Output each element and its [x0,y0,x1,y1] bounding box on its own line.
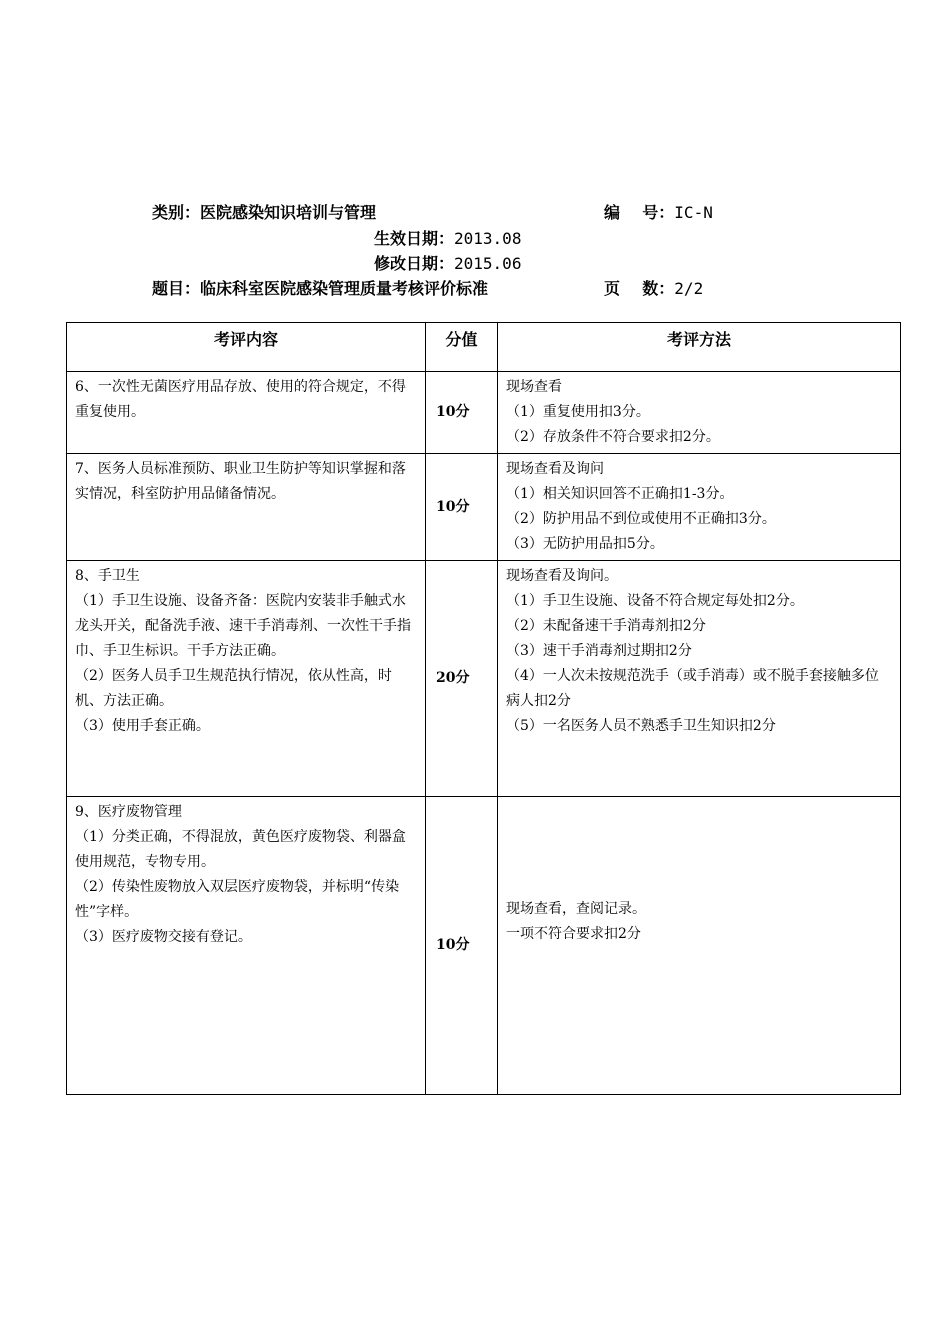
method-cell [498,561,901,797]
criteria-line: （3）医疗废物交接有登记。 [75,929,252,945]
method-cell [498,372,901,454]
col-header-content: 考评内容 [67,323,426,372]
table-row [67,561,901,797]
score-cell: 10分 [426,454,498,561]
page-count-label: 页 数： [604,279,675,298]
method-line: 现场查看，查阅记录。 [506,901,646,917]
table-header-row [67,323,901,372]
method-line: 现场查看 [506,379,562,395]
evaluation-table [66,322,901,1095]
table-row [67,454,901,561]
doc-number-label: 编 号： [604,203,675,222]
criteria-line: 9、医疗废物管理 [75,804,182,820]
doc-number [604,203,713,223]
method-line: （3）无防护用品扣5分。 [506,536,664,552]
criteria-line: （1）手卫生设施、设备齐备：医院内安装非手触式水龙头开关，配备洗手液、速干手消毒剂、一次性干手指巾、手卫生标识。干手方法正确。 [75,593,411,659]
revised-date-label: 修改日期： [374,254,455,273]
criteria-cell [67,454,426,561]
method-line: （4）一人次未按规范洗手（或手消毒）或不脱手套接触多位病人扣2分 [506,668,879,709]
method-line: （2）未配备速干手消毒剂扣2分 [506,618,706,634]
criteria-line: （1）分类正确，不得混放，黄色医疗废物袋、利器盒使用规范，专物专用。 [75,829,406,870]
method-line: （5）一名医务人员不熟悉手卫生知识扣2分 [506,718,776,734]
score-cell: 10分 [426,372,498,454]
score-cell: 10分 [426,797,498,1095]
effective-date [374,229,521,249]
method-line: 现场查看及询问 [506,461,604,477]
doc-category: 类别：医院感染知识培训与管理 [152,203,377,222]
method-line: （1）重复使用扣3分。 [506,404,650,420]
page-count [604,279,703,299]
criteria-cell [67,797,426,1095]
table-row [67,797,901,1095]
effective-date-label: 生效日期： [374,229,455,248]
criteria-cell [67,372,426,454]
doc-subject: 题目：临床科室医院感染管理质量考核评价标准 [152,279,489,298]
page-count-value: 2/2 [674,279,704,298]
criteria-line: 8、手卫生 [75,568,140,584]
criteria-line: （3）使用手套正确。 [75,718,210,734]
effective-date-value: 2013.08 [454,229,522,248]
criteria-line: （2）医务人员手卫生规范执行情况，依从性高，时机、方法正确。 [75,668,392,709]
revised-date-value: 2015.06 [454,254,522,273]
method-line: （2）防护用品不到位或使用不正确扣3分。 [506,511,776,527]
method-cell [498,797,901,1095]
method-line: （2）存放条件不符合要求扣2分。 [506,429,720,445]
col-header-score: 分值 [426,323,498,372]
table-row [67,372,901,454]
criteria-line: （2）传染性废物放入双层医疗废物袋，并标明“传染性”字样。 [75,879,400,920]
method-line: （1）相关知识回答不正确扣1-3分。 [506,486,734,502]
method-line: 一项不符合要求扣2分 [506,926,641,942]
doc-number-value: IC-N [674,203,713,222]
revised-date [374,254,521,274]
criteria-line: 7、医务人员标准预防、职业卫生防护等知识掌握和落实情况，科室防护用品储备情况。 [75,461,406,502]
method-line: （1）手卫生设施、设备不符合规定每处扣2分。 [506,593,804,609]
col-header-method: 考评方法 [498,323,901,372]
method-line: 现场查看及询问。 [506,568,618,584]
score-cell: 20分 [426,561,498,797]
criteria-line: 6、一次性无菌医疗用品存放、使用的符合规定，不得重复使用。 [75,379,406,420]
method-line: （3）速干手消毒剂过期扣2分 [506,643,692,659]
criteria-cell [67,561,426,797]
method-cell [498,454,901,561]
